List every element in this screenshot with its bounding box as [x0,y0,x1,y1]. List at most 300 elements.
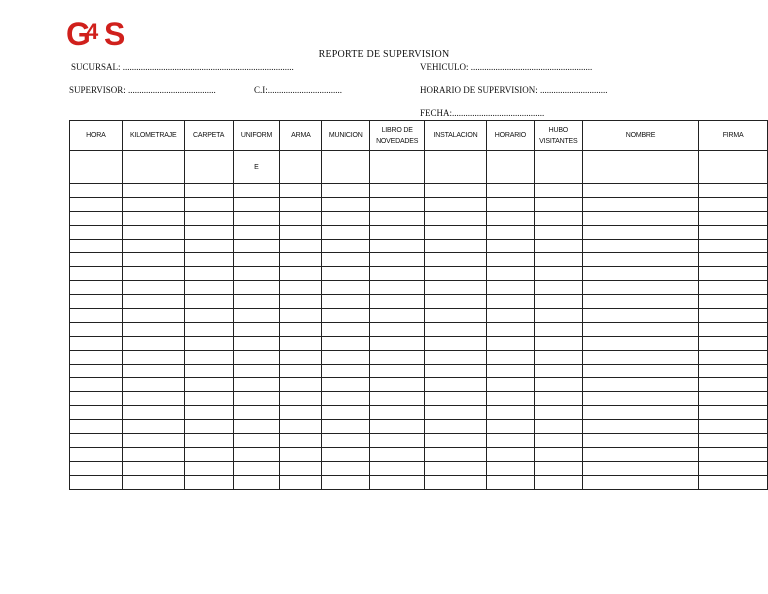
table-cell[interactable] [425,295,487,309]
table-row [70,447,768,461]
table-cell[interactable] [184,406,233,420]
table-cell[interactable] [184,447,233,461]
table-row [70,350,768,364]
table-cell[interactable] [582,378,698,392]
table-cell[interactable] [486,336,534,350]
g4s-logo [66,14,136,50]
table-cell[interactable] [280,225,322,239]
header-libro-novedades: LIBRO DE NOVEDADES [370,121,425,151]
table-cell[interactable] [425,197,487,211]
table-row [70,253,768,267]
table-cell[interactable] [280,197,322,211]
table-cell[interactable] [233,267,280,281]
table-cell[interactable] [280,295,322,309]
table-cell[interactable] [122,461,184,475]
table-cell[interactable] [233,239,280,253]
table-cell[interactable] [699,211,768,225]
table-cell[interactable] [582,392,698,406]
table-cell[interactable] [322,350,370,364]
table-cell[interactable] [70,475,123,489]
table-cell[interactable] [425,461,487,475]
table-cell[interactable] [322,434,370,448]
table-cell[interactable] [699,392,768,406]
table-cell[interactable] [370,378,425,392]
table-cell[interactable] [486,184,534,198]
table-cell[interactable] [233,211,280,225]
table-cell[interactable] [122,197,184,211]
table-cell[interactable] [699,378,768,392]
table-cell[interactable] [425,392,487,406]
table-cell[interactable] [122,211,184,225]
table-cell[interactable] [486,378,534,392]
table-cell[interactable] [70,434,123,448]
table-cell[interactable] [534,225,582,239]
table-cell[interactable] [233,350,280,364]
fecha-field[interactable]: FECHA:......................................... [420,108,545,118]
table-row [70,197,768,211]
table-cell[interactable] [425,350,487,364]
table-cell[interactable] [425,239,487,253]
table-cell[interactable] [184,336,233,350]
table-cell[interactable] [70,378,123,392]
table-cell[interactable] [70,392,123,406]
table-cell[interactable] [70,322,123,336]
table-cell[interactable] [425,336,487,350]
table-row [70,378,768,392]
table-cell[interactable] [122,253,184,267]
table-cell[interactable] [582,350,698,364]
table-cell[interactable] [425,225,487,239]
header-instalacion: INSTALACION [425,121,487,151]
table-cell[interactable] [184,253,233,267]
table-cell[interactable] [322,322,370,336]
table-cell[interactable] [70,461,123,475]
table-cell[interactable] [534,281,582,295]
table-cell[interactable] [534,475,582,489]
header-hubo-visitantes: HUBO VISITANTES [534,121,582,151]
table-cell[interactable] [233,336,280,350]
table-cell[interactable] [534,420,582,434]
table-cell[interactable] [582,281,698,295]
table-cell[interactable] [322,336,370,350]
table-cell[interactable] [184,239,233,253]
table-cell[interactable] [233,281,280,295]
table-cell[interactable] [582,267,698,281]
table-cell[interactable] [280,434,322,448]
table-cell[interactable] [582,239,698,253]
table-cell[interactable] [184,475,233,489]
table-cell[interactable] [184,267,233,281]
table-cell[interactable] [534,295,582,309]
horario-supervision-field[interactable]: HORARIO DE SUPERVISION: .............................. [420,85,608,95]
table-cell[interactable] [122,336,184,350]
table-cell[interactable] [70,225,123,239]
table-cell[interactable] [322,184,370,198]
table-cell[interactable] [70,281,123,295]
table-cell[interactable] [486,434,534,448]
table-cell[interactable] [486,211,534,225]
table-cell[interactable] [322,239,370,253]
table-cell[interactable] [280,184,322,198]
table-cell[interactable] [70,364,123,378]
table-cell[interactable] [70,350,123,364]
table-cell[interactable] [486,295,534,309]
table-cell[interactable] [122,184,184,198]
table-cell[interactable] [233,295,280,309]
table-cell[interactable] [233,197,280,211]
table-cell[interactable] [699,420,768,434]
table-cell[interactable] [184,461,233,475]
table-cell[interactable] [534,378,582,392]
table-cell[interactable] [184,295,233,309]
table-cell[interactable] [122,378,184,392]
table-cell[interactable] [122,475,184,489]
table-cell[interactable] [486,281,534,295]
table-cell[interactable] [122,364,184,378]
table-cell[interactable] [233,253,280,267]
supervision-table [69,120,768,490]
table-cell[interactable] [184,184,233,198]
table-cell[interactable] [486,447,534,461]
table-cell[interactable] [122,322,184,336]
table-cell[interactable] [534,434,582,448]
table-cell[interactable] [280,475,322,489]
table-cell[interactable] [280,309,322,323]
table-cell[interactable] [122,406,184,420]
table-cell[interactable] [70,184,123,198]
table-cell[interactable] [699,350,768,364]
table-cell[interactable] [233,447,280,461]
table-cell[interactable] [486,267,534,281]
table-cell[interactable] [122,239,184,253]
table-cell[interactable] [534,406,582,420]
table-cell[interactable] [280,211,322,225]
table-cell[interactable] [370,461,425,475]
table-cell[interactable] [699,364,768,378]
table-cell[interactable] [486,309,534,323]
table-cell[interactable] [699,447,768,461]
table-cell[interactable] [70,253,123,267]
table-cell[interactable] [233,225,280,239]
table-cell[interactable] [280,364,322,378]
header-carpeta: CARPETA [184,121,233,151]
table-cell[interactable] [322,447,370,461]
table-cell[interactable] [534,461,582,475]
table-cell[interactable] [233,392,280,406]
table-cell[interactable] [582,336,698,350]
table-cell[interactable] [122,309,184,323]
table-cell[interactable] [699,322,768,336]
svg-text:4: 4 [86,19,99,44]
table-cell[interactable] [534,447,582,461]
header-row-continuation [70,151,768,184]
table-cell[interactable] [233,184,280,198]
table-cell[interactable] [70,267,123,281]
table-cell[interactable] [582,461,698,475]
table-cell[interactable] [534,211,582,225]
table-cell[interactable] [699,461,768,475]
table-cell[interactable] [425,267,487,281]
table-cell[interactable] [370,336,425,350]
table-cell[interactable] [486,420,534,434]
table-cell[interactable] [280,461,322,475]
table-cell[interactable] [184,281,233,295]
header-horario: HORARIO [486,121,534,151]
table-cell[interactable] [582,364,698,378]
table-cell[interactable] [280,447,322,461]
header-firma: FIRMA [699,121,768,151]
table-cell[interactable] [70,406,123,420]
table-cell[interactable] [699,281,768,295]
table-cell[interactable] [122,420,184,434]
table-cell[interactable] [233,434,280,448]
table-cell[interactable] [370,322,425,336]
table-cell[interactable] [425,253,487,267]
table-cell[interactable] [122,447,184,461]
table-cell[interactable] [322,197,370,211]
table-cell[interactable] [322,461,370,475]
ci-field[interactable]: C.I:................................. [254,85,343,95]
table-cell[interactable] [582,475,698,489]
table-cell[interactable] [370,309,425,323]
table-cell[interactable] [122,281,184,295]
table-cell[interactable] [534,309,582,323]
table-cell[interactable] [280,253,322,267]
table-cell[interactable] [425,447,487,461]
table-row [70,267,768,281]
table-cell[interactable] [534,184,582,198]
table-cell[interactable] [70,420,123,434]
table-cell[interactable] [486,475,534,489]
table-cell[interactable] [370,281,425,295]
header-arma: ARMA [280,121,322,151]
table-cell[interactable] [370,225,425,239]
table-cell[interactable] [184,225,233,239]
header-kilometraje: KILOMETRAJE [122,121,184,151]
table-cell[interactable] [322,211,370,225]
table-cell[interactable] [486,197,534,211]
table-cell[interactable] [486,461,534,475]
table-cell[interactable] [534,197,582,211]
table-cell[interactable] [534,239,582,253]
table-cell[interactable] [233,406,280,420]
table-cell[interactable] [370,295,425,309]
table-cell[interactable] [280,392,322,406]
table-cell[interactable] [425,211,487,225]
table-cell[interactable] [425,309,487,323]
table-cell[interactable] [322,267,370,281]
table-cell[interactable] [70,197,123,211]
table-cell[interactable] [425,406,487,420]
table-cell[interactable] [280,239,322,253]
table-cell[interactable] [582,434,698,448]
table-cell[interactable] [370,447,425,461]
header-uniforme: UNIFORM [233,121,280,151]
table-cell[interactable] [184,434,233,448]
table-cell[interactable] [184,309,233,323]
table-cell[interactable] [699,184,768,198]
table-cell[interactable] [534,322,582,336]
table-cell[interactable] [582,253,698,267]
table-cell[interactable] [534,392,582,406]
table-cell[interactable] [184,322,233,336]
table-cell[interactable] [425,364,487,378]
table-cell[interactable] [534,336,582,350]
table-cell[interactable] [486,239,534,253]
table-row [70,295,768,309]
table-cell[interactable] [322,406,370,420]
table-cell[interactable] [582,295,698,309]
table-row [70,475,768,489]
table-cell[interactable] [582,406,698,420]
table-cell[interactable] [322,295,370,309]
table-cell[interactable] [699,336,768,350]
table-cell[interactable] [233,364,280,378]
table-cell[interactable] [370,364,425,378]
table-cell[interactable] [486,406,534,420]
table-cell[interactable] [322,364,370,378]
table-cell[interactable] [370,184,425,198]
table-cell[interactable] [184,197,233,211]
table-cell[interactable] [534,253,582,267]
table-cell[interactable] [699,225,768,239]
table-cell[interactable] [582,211,698,225]
table-cell[interactable] [425,378,487,392]
vehiculo-field[interactable]: VEHICULO: ...................................................... [420,62,593,72]
table-cell[interactable] [486,364,534,378]
table-cell[interactable] [370,239,425,253]
table-cell[interactable] [534,350,582,364]
table-cell[interactable] [699,295,768,309]
table-row [70,420,768,434]
table-cell[interactable] [699,434,768,448]
table-cell[interactable] [370,211,425,225]
table-cell[interactable] [534,364,582,378]
table-cell[interactable] [534,267,582,281]
table-cell[interactable] [699,197,768,211]
table-cell[interactable] [122,392,184,406]
table-cell[interactable] [233,475,280,489]
table-cell[interactable] [582,447,698,461]
table-cell[interactable] [280,281,322,295]
table-cell[interactable] [322,475,370,489]
table-cell[interactable] [699,267,768,281]
table-cell[interactable] [486,392,534,406]
table-cell[interactable] [233,420,280,434]
table-cell[interactable] [425,281,487,295]
table-cell[interactable] [122,267,184,281]
table-cell[interactable] [425,184,487,198]
sucursal-field[interactable]: SUCURSAL: ............................................................................ [71,62,294,72]
table-cell[interactable] [370,392,425,406]
table-cell[interactable] [122,434,184,448]
table-row [70,225,768,239]
table-cell[interactable] [582,322,698,336]
table-row [70,461,768,475]
table-cell[interactable] [370,350,425,364]
table-cell[interactable] [280,267,322,281]
table-cell[interactable] [486,253,534,267]
table-cell[interactable] [370,253,425,267]
table-cell[interactable] [699,239,768,253]
table-cell[interactable] [322,420,370,434]
header-municion: MUNICION [322,121,370,151]
table-cell[interactable] [280,336,322,350]
table-cell[interactable] [699,309,768,323]
table-cell[interactable] [425,420,487,434]
table-cell[interactable] [122,295,184,309]
table-cell[interactable] [699,406,768,420]
table-row [70,392,768,406]
table-cell[interactable] [280,406,322,420]
table-cell[interactable] [70,336,123,350]
table-cell[interactable] [70,309,123,323]
supervisor-field[interactable]: SUPERVISOR: ....................................... [69,85,216,95]
table-cell[interactable] [699,253,768,267]
table-cell[interactable] [280,420,322,434]
table-cell[interactable] [322,309,370,323]
table-cell[interactable] [486,322,534,336]
table-cell[interactable] [582,184,698,198]
table-cell[interactable] [122,225,184,239]
table-cell[interactable] [322,281,370,295]
table-cell[interactable] [486,225,534,239]
table-cell[interactable] [582,309,698,323]
table-cell[interactable] [233,309,280,323]
table-cell[interactable] [184,378,233,392]
table-cell[interactable] [70,211,123,225]
table-cell[interactable] [322,253,370,267]
table-cell[interactable] [70,447,123,461]
table-cell[interactable] [370,406,425,420]
table-cell[interactable] [425,475,487,489]
table-cell[interactable] [370,197,425,211]
table-cell[interactable] [425,322,487,336]
table-cell[interactable] [184,211,233,225]
table-cell[interactable] [370,475,425,489]
table-cell[interactable] [233,461,280,475]
table-cell[interactable] [70,239,123,253]
table-cell[interactable] [699,475,768,489]
table-cell[interactable] [582,197,698,211]
header-hora: HORA [70,121,123,151]
table-cell[interactable] [184,392,233,406]
table-cell[interactable] [280,322,322,336]
table-row [70,211,768,225]
table-cell[interactable] [70,295,123,309]
table-cell[interactable] [582,420,698,434]
table-cell[interactable] [322,378,370,392]
table-cell[interactable] [122,350,184,364]
table-cell[interactable] [233,378,280,392]
table-cell[interactable] [582,225,698,239]
table-cell[interactable] [370,434,425,448]
table-cell[interactable] [184,364,233,378]
table-cell[interactable] [184,420,233,434]
table-row [70,322,768,336]
table-cell[interactable] [184,350,233,364]
table-cell[interactable] [425,434,487,448]
table-cell[interactable] [370,267,425,281]
table-cell[interactable] [322,225,370,239]
table-cell[interactable] [280,378,322,392]
svg-text:G: G [66,16,88,50]
table-cell[interactable] [280,350,322,364]
table-cell[interactable] [322,392,370,406]
table-cell[interactable] [486,350,534,364]
table-cell[interactable] [233,322,280,336]
table-cell[interactable] [370,420,425,434]
